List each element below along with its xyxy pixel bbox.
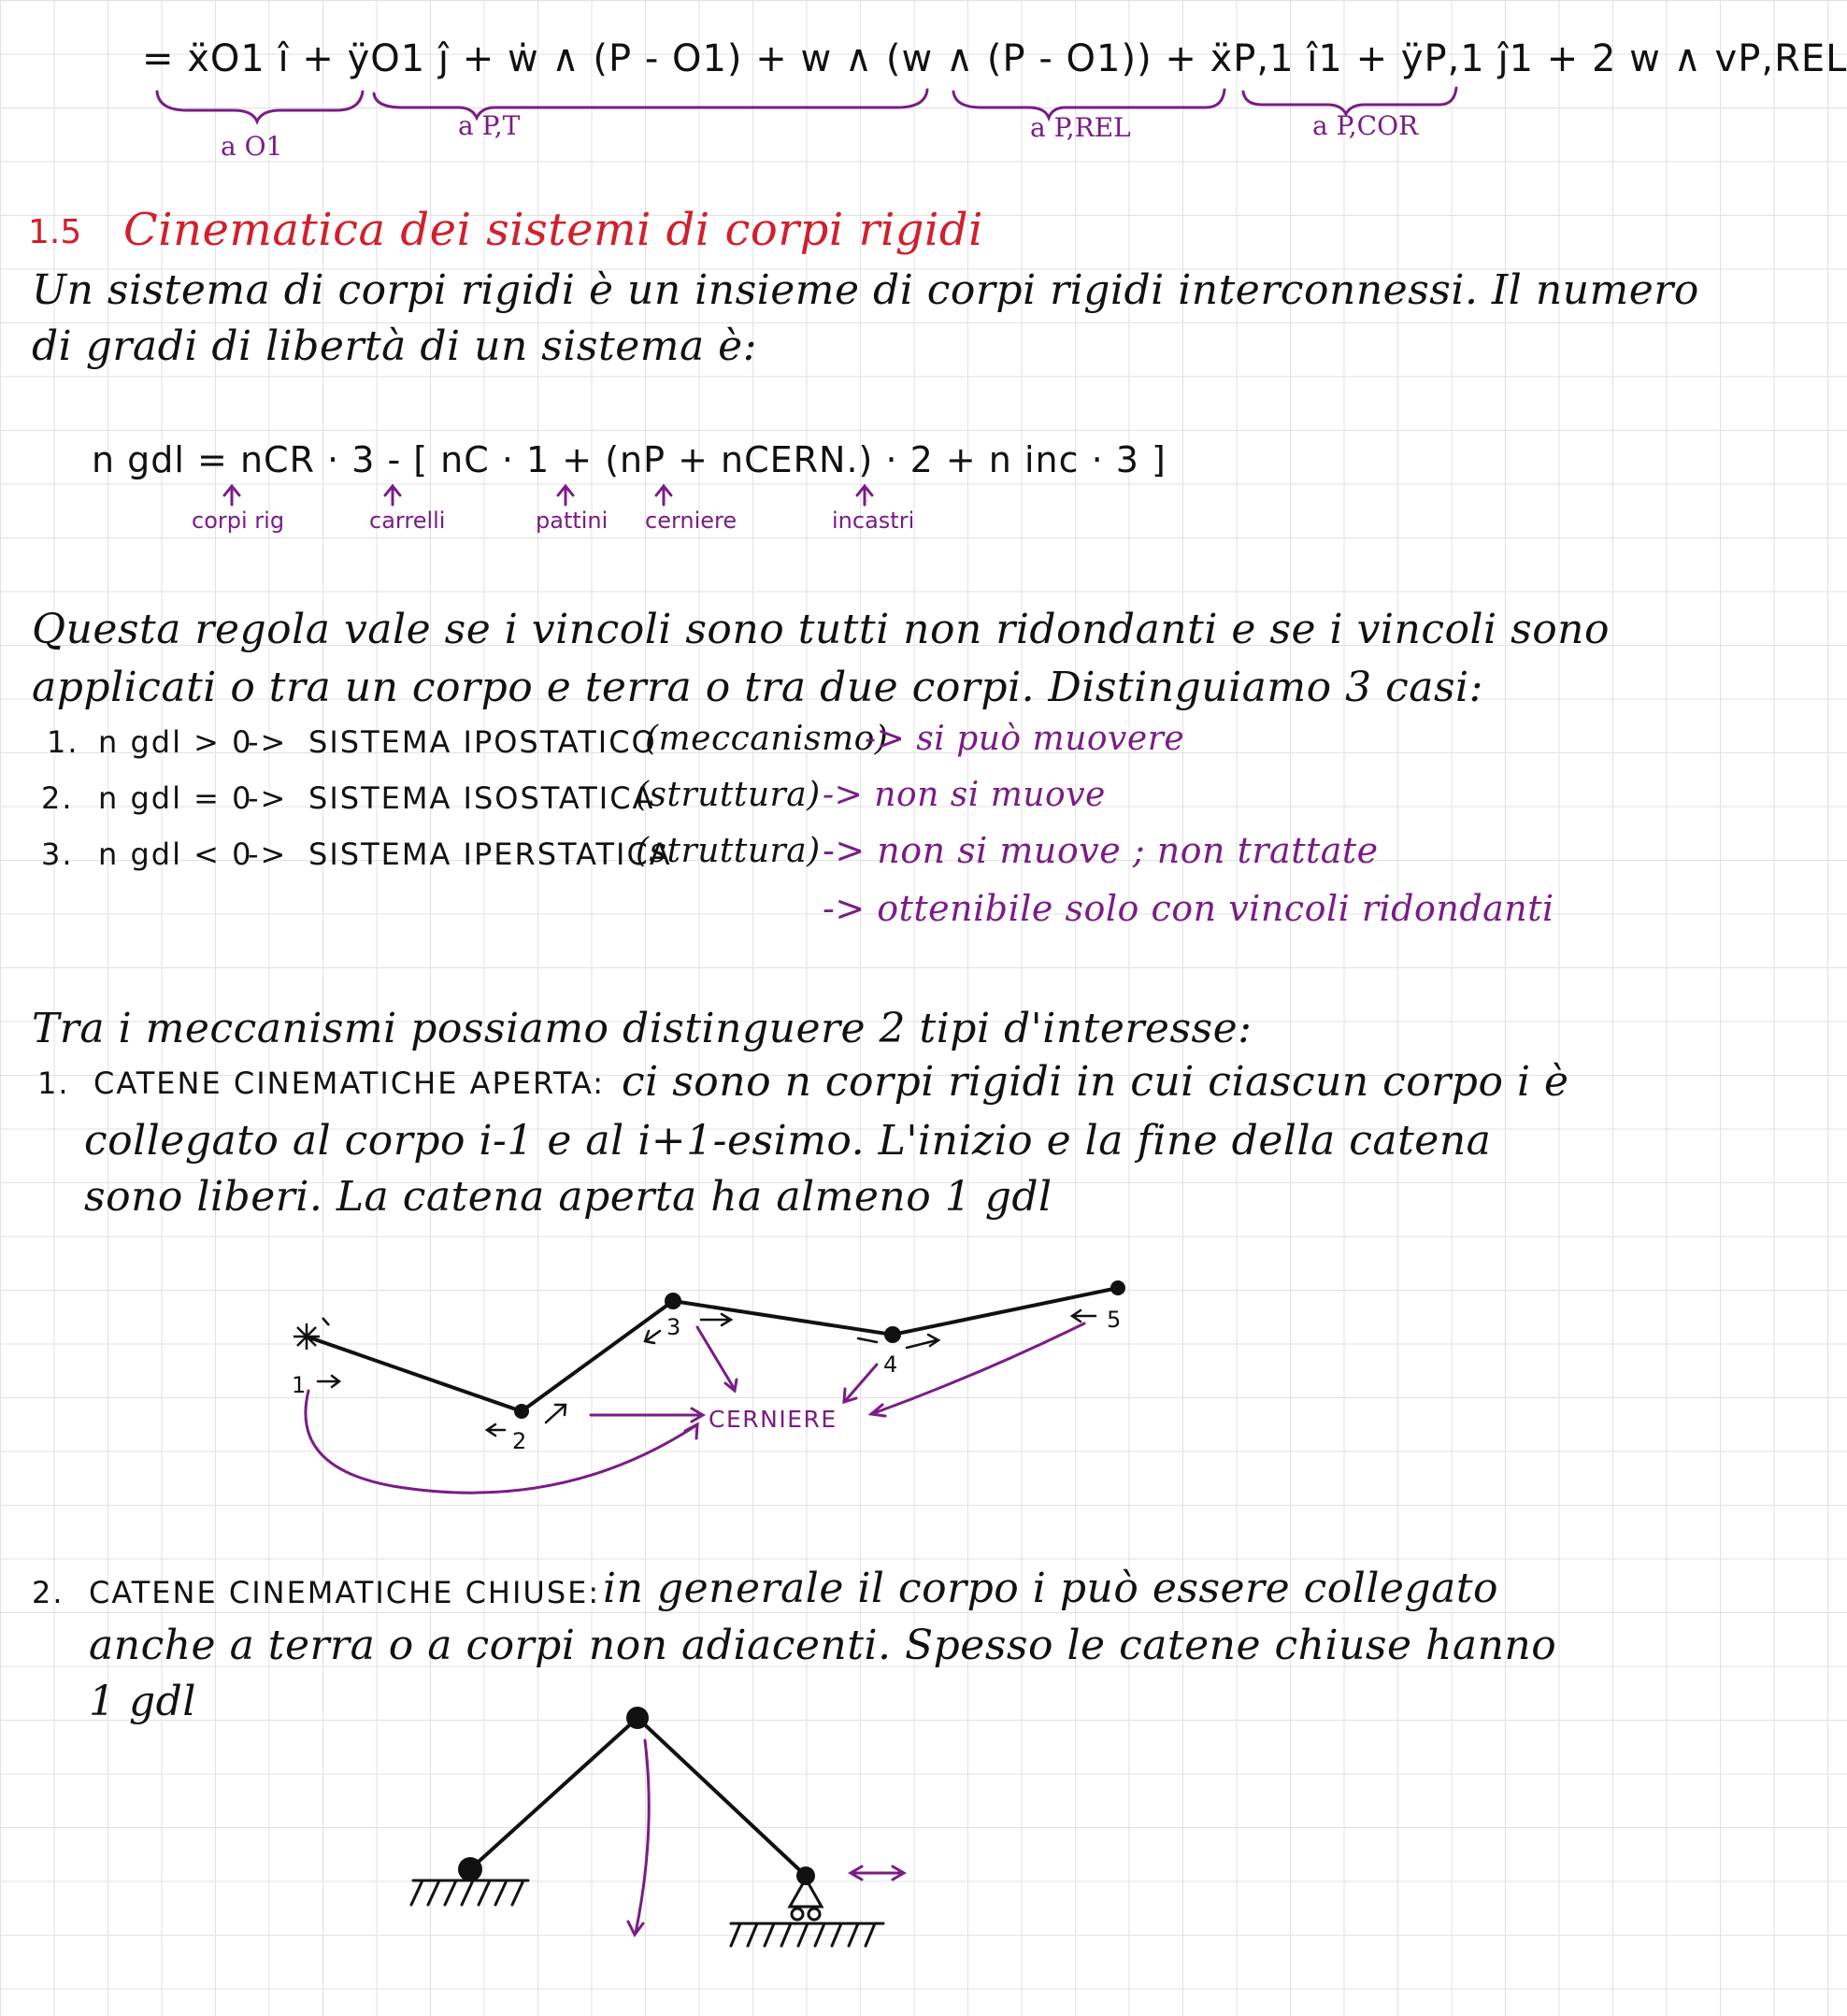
closed-chain-title: CATENE CINEMATICHE CHIUSE: [89, 1575, 601, 1610]
label-a-o1: a O1 [221, 131, 283, 162]
open-chain-line-3: sono liberi. La catena aperta ha almeno 1 gdl [84, 1173, 1052, 1221]
label-a-pt: a P,T [458, 110, 521, 141]
left-hinge [458, 1857, 482, 1881]
case-condition: n gdl = 0 [98, 780, 253, 816]
node-label-4: 4 [883, 1351, 898, 1378]
link-right [637, 1718, 806, 1876]
node-label-1: 1 [292, 1372, 307, 1398]
case-arrow: -> [248, 724, 288, 760]
open-chain-num: 1. [37, 1065, 70, 1101]
note-incastri: incastri [832, 508, 915, 534]
case-arrow: -> [248, 836, 288, 872]
note-corpi-rig: corpi rig [192, 508, 285, 534]
node-label-3: 3 [666, 1314, 681, 1340]
intro-line-1: Un sistema di corpi rigidi è un insieme di corpi rigidi interconnessi. Il numero [32, 266, 1699, 314]
case-note: -> si può muovere [865, 720, 1185, 758]
closed-chain-num: 2. [32, 1575, 64, 1610]
note-carrelli: carrelli [369, 508, 446, 534]
case-3-extra-note: -> ottenibile solo con vincoli ridondanti [823, 888, 1554, 929]
top-equation: = ẍO1 î + ÿO1 ĵ + ẇ ∧ (P - O1) + w ∧ (w ∧ (P - O1)) + ẍP,1 î1 + ÿP,1 ĵ1 + 2 w ∧ vP,REL [142, 37, 1847, 80]
closed-chain-line-3: 1 gdl [89, 1678, 196, 1725]
case-num: 1. [47, 724, 79, 760]
link-left [470, 1718, 637, 1869]
mechanisms-intro: Tra i meccanismi possiamo distinguere 2 tipi d'interesse: [32, 1005, 1253, 1052]
case-condition: n gdl < 0 [98, 836, 253, 872]
section-title: Cinematica dei sistemi di corpi rigidi [123, 204, 983, 256]
note-cerniere: cerniere [645, 508, 737, 534]
case-paren: (meccanismo) [645, 720, 889, 758]
section-number: 1.5 [28, 213, 82, 251]
case-condition: n gdl > 0 [98, 724, 253, 760]
cerniere-label: CERNIERE [709, 1406, 838, 1433]
intro-line-2: di gradi di libertà di un sistema è: [32, 322, 758, 370]
closed-chain-line-1: in generale il corpo i può essere collegato [603, 1565, 1499, 1612]
gdl-formula: n gdl = nCR · 3 - [ nC · 1 + (nP + nCERN.) · 2 + n inc · 3 ] [92, 439, 1167, 480]
label-a-prel: a P,REL [1030, 112, 1131, 143]
open-chain-line-1: ci sono n corpi rigidi in cui ciascun corpo i è [622, 1058, 1569, 1106]
node-label-5: 5 [1107, 1307, 1122, 1333]
case-note: -> non si muove ; non trattate [823, 830, 1379, 871]
case-paren: (struttura) [636, 832, 821, 870]
case-num: 3. [41, 836, 74, 872]
case-arrow: -> [248, 780, 288, 816]
arrow-down [636, 1740, 649, 1933]
open-chain-line-2: collegato al corpo i-1 e al i+1-esimo. L'inizio e la fine della catena [84, 1117, 1492, 1165]
rule-line-2: applicati o tra un corpo e terra o tra due corpi. Distinguiamo 3 casi: [32, 664, 1483, 711]
fixed-ground-left [411, 1880, 528, 1905]
closed-chain-line-2: anche a terra o a corpi non adiacenti. Spesso le catene chiuse hanno [89, 1622, 1557, 1669]
case-paren: (struttura) [636, 776, 821, 814]
open-chain-title: CATENE CINEMATICHE APERTA: [93, 1065, 606, 1101]
case-note: -> non si muove [823, 776, 1106, 814]
top-hinge [626, 1707, 649, 1729]
node-label-2: 2 [512, 1428, 527, 1454]
note-pattini: pattini [536, 508, 609, 534]
case-type: SISTEMA IPOSTATICO [308, 724, 657, 760]
rule-line-1: Questa regola vale se i vincoli sono tutti non ridondanti e se i vincoli sono [32, 606, 1611, 653]
roller-support [731, 1879, 883, 1946]
case-num: 2. [41, 780, 74, 816]
label-a-pcor: a P,COR [1312, 110, 1419, 141]
case-type: SISTEMA ISOSTATICA [308, 780, 655, 816]
case-type: SISTEMA IPERSTATICA [308, 836, 672, 872]
